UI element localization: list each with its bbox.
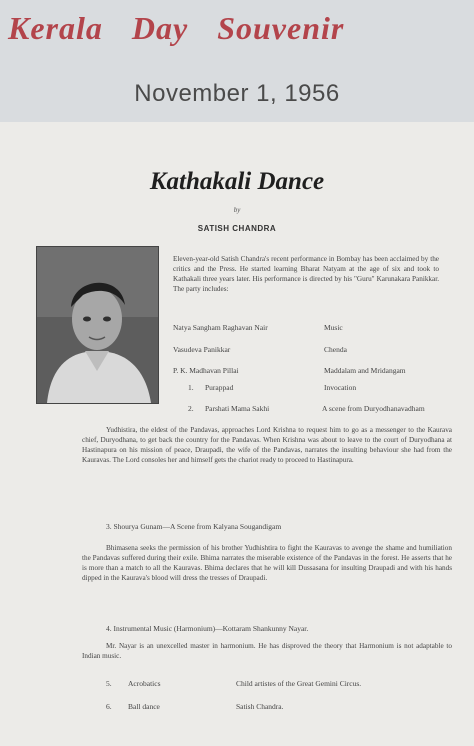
- item-description: Child artistes of the Great Gemini Circus.: [236, 679, 362, 688]
- credit-name: Vasudeva Panikkar: [173, 345, 231, 354]
- byline-by: by: [233, 206, 241, 214]
- item-description: A scene from Duryodhanavadham: [322, 404, 425, 413]
- item-description: Satish Chandra.: [236, 702, 284, 711]
- item-name: Parshati Mama Sakhi: [205, 404, 270, 413]
- story-paragraph: Mr. Nayar is an unexcelled master in harmonium. He has disproved the theory that Harmonium is not adaptable to Indian music.: [82, 642, 452, 660]
- item-number: 1.: [188, 383, 194, 392]
- item-name: Ball dance: [128, 702, 160, 711]
- story-paragraph: Yudhistira, the eldest of the Pandavas, approaches Lord Krishna to request him to go as a messenger to the Kaurava chief, Duryodhana, to get back the country for the Pandavas. When Krishna was about to leave to the court of Duryodhana at Hastinapura on his mission of peace, Draupadi, the wife of the Pandavas, narrates the insulting behaviour she had from the Kauravas. The Lord consoles her and himself gets the chariot ready to proceed to Hastinapura.: [82, 426, 452, 464]
- item-number: 5.: [106, 679, 112, 688]
- item-name: Purappad: [205, 383, 234, 392]
- portrait-photo: [36, 246, 159, 404]
- story-paragraph: Bhimasena seeks the permission of his brother Yudhishtira to fight the Kauravas to avenge the shame and humiliation the Pandavas suffered during their exile. Bhima narrates the miserable existence of the Pandavas in the forest. He asserts that he is more than a match to all the Kauravas. Bhima declares that he will kill Dussasana for insulting Draupadi and with his hands dipped in the Kaurava's blood will dress the tresses of Draupadi.: [82, 544, 452, 582]
- byline-author: SATISH CHANDRA: [197, 224, 277, 233]
- credit-role: Music: [324, 323, 343, 332]
- credit-name: P. K. Madhavan Pillai: [173, 366, 239, 375]
- item-number: 6.: [106, 702, 112, 711]
- section-heading: 3. Shourya Gunam—A Scene from Kalyana Sougandigam: [106, 522, 282, 531]
- intro-paragraph: Eleven-year-old Satish Chandra's recent performance in Bombay has been acclaimed by the critics and the Press. He started learning Bharat Natyam at the age of six and took to Kathakali three years later. His performance is directed by his "Guru" Karunakara Panikkar. The party includes:: [173, 255, 439, 293]
- item-description: Invocation: [324, 383, 357, 392]
- souvenir-title: Kerala Day Souvenir: [8, 10, 345, 46]
- section-heading: 4. Instrumental Music (Harmonium)—Kottaram Shankunny Nayar.: [106, 624, 309, 633]
- credit-role: Maddalam and Mridangam: [324, 366, 406, 375]
- credit-name: Natya Sangham Raghavan Nair: [173, 323, 268, 332]
- item-number: 2.: [188, 404, 194, 413]
- credit-role: Chenda: [324, 345, 347, 354]
- item-name: Acrobatics: [128, 679, 161, 688]
- souvenir-date: November 1, 1956: [134, 80, 340, 107]
- article-title: Kathakali Dance: [149, 168, 325, 195]
- souvenir-header: [0, 0, 474, 122]
